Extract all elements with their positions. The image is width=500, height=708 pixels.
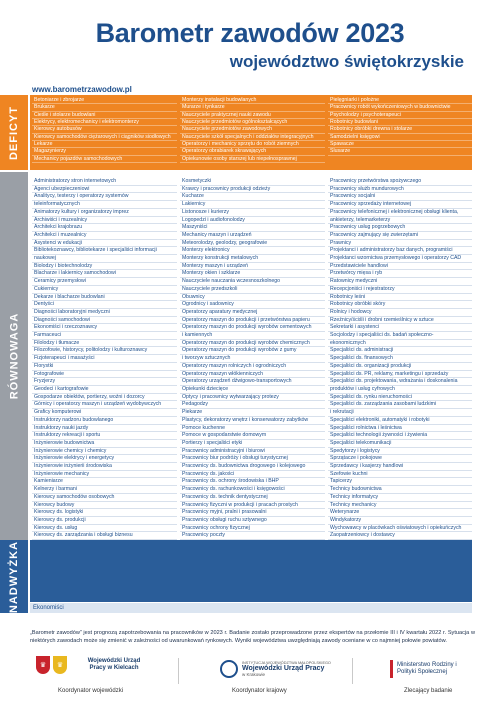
- occupation-item: Analitycy, testerzy i operatorzy systemów: [32, 193, 177, 201]
- crest-icon: ♛: [53, 656, 67, 674]
- occupation-item: Administratorzy stron internetowych: [32, 178, 177, 186]
- occupation-item: Fryzjerzy: [32, 378, 177, 386]
- occupation-item: Murarze i tynkarze: [180, 104, 325, 111]
- deficit-column-3: [328, 97, 472, 156]
- occupation-item: Farmaceuci: [32, 332, 177, 340]
- left-org: Wojewódzki Urząd Pracy w Kielcach: [87, 658, 141, 671]
- occupation-item: Specjaliści ds. administracji: [328, 347, 472, 355]
- center-org-top: INSTYTUCJA WOJEWÓDZTWA MAŁOPOLSKIEGO: [242, 661, 331, 665]
- occupation-item: Florystki: [32, 363, 177, 371]
- occupation-item: Krawcy i pracownicy produkcji odzieży: [180, 186, 325, 194]
- deficit-section: [30, 95, 472, 170]
- occupation-item: Pracownicy usług pogrzebowych: [328, 224, 472, 232]
- center-caption: Koordynator krajowy: [232, 688, 287, 694]
- occupation-item: Monterzy maszyn i urządzeń: [180, 263, 325, 271]
- balance-column-2: [180, 178, 325, 555]
- center-org-city: w Krakowie: [242, 672, 266, 677]
- occupation-item: Pracownicy myjni, pralni i prasowalni: [180, 509, 325, 517]
- occupation-item: Specjaliści ds. organizacji produkcji: [328, 363, 472, 371]
- website-link[interactable]: www.barometrzawodow.pl: [32, 85, 132, 94]
- occupation-item: Pracownicy ochrony fizycznej: [180, 525, 325, 533]
- divider: [352, 658, 353, 684]
- page-title: Barometr zawodów 2023: [95, 18, 405, 48]
- occupation-item: Kierowcy samochodów ciężarowych i ciągników siodłowych: [32, 134, 177, 141]
- occupation-item: Ekonomiści i rzeczoznawcy: [32, 324, 177, 332]
- occupation-item: Ślusarze: [328, 148, 472, 155]
- occupation-item: i rekrutacji: [328, 409, 472, 417]
- occupation-item: Pomoce kuchenne: [180, 425, 325, 433]
- occupation-item: Inżynierowie elektrycy i energetycy: [32, 455, 177, 463]
- occupation-item: Szefowie kuchni: [328, 471, 472, 479]
- occupation-item: Archiwiści i muzealnicy: [32, 217, 177, 225]
- occupation-item: Listonosze i kurierzy: [180, 209, 325, 217]
- occupation-item: i tworzyw sztucznych: [180, 355, 325, 363]
- occupation-item: Prawnicy: [328, 240, 472, 248]
- right-logo: [390, 660, 469, 678]
- occupation-item: Kelnerzy i barmani: [32, 486, 177, 494]
- occupation-item: Tapicerzy: [328, 478, 472, 486]
- occupation-item: Cukiernicy: [32, 286, 177, 294]
- footnote: „Barometr zawodów” jest prognozą zapotrzebowania na pracowników w 2023 r. Badanie zostało przeprowadzone przez ekspertów na przełomie III i IV kwartału 2022 r. Sytuacja w niektórych zawodach może się zmienić w zależności od uwarunkowań rynkowych. Wyniki województwa uwzględniają zawody oceniane w co najmniej połowie powiatów.: [30, 630, 475, 644]
- occupation-item: Specjaliści elektroniki, automatyki i robotyki: [328, 417, 472, 425]
- occupation-item: Kierowcy ds. usług: [32, 525, 177, 533]
- occupation-item: Recepcjoniści i rejestratorzy: [328, 286, 472, 294]
- occupation-item: Cieśle i stolarze budowlani: [32, 112, 177, 119]
- occupation-item: Nauczyciele przedmiotów zawodowych: [180, 126, 325, 133]
- occupation-item: Technicy mechanicy: [328, 502, 472, 510]
- right-caption: Zlecający badanie: [404, 688, 453, 694]
- occupation-item: Inżynierowie budownictwa: [32, 440, 177, 448]
- occupation-item: Specjaliści ds. zarządzania zasobami ludzkimi: [328, 401, 472, 409]
- occupation-item: Pomoce w gospodarstwie domowym: [180, 432, 325, 440]
- occupation-item: Operatorzy i mechanicy sprzętu do robót ziemnych: [180, 141, 325, 148]
- occupation-item: Kierowcy samochodów osobowych: [32, 494, 177, 502]
- occupation-item: ankieterzy, telemarketerzy: [328, 217, 472, 225]
- occupation-item: Fotografowie: [32, 371, 177, 379]
- occupation-item: Betoniarze i zbrojarze: [32, 97, 177, 104]
- center-org: Wojewódzki Urząd Pracy: [242, 665, 325, 672]
- surplus-section: [30, 540, 472, 602]
- occupation-item: Pracownicy biur podróży i obsługi turystycznej: [180, 455, 325, 463]
- occupation-item: Mechanicy pojazdów samochodowych: [32, 156, 177, 163]
- balance-column-3: [328, 178, 472, 540]
- occupation-item: Geodeci i kartografowie: [32, 386, 177, 394]
- surplus-label: NADWYŻKA: [0, 540, 28, 613]
- occupation-item: Nauczyciele szkół specjalnych i oddziałów integracyjnych: [180, 134, 325, 141]
- occupation-item: Kierowcy ds. zarządzania i obsługi biznesu: [32, 532, 177, 540]
- occupation-item: Pracownicy zajmujący się zwierzętami: [328, 232, 472, 240]
- occupation-item: Technicy budownictwa: [328, 486, 472, 494]
- occupation-item: Agenci ubezpieczeniowi: [32, 186, 177, 194]
- occupation-item: Pracownicy obsługi ruchu sztywnego: [180, 517, 325, 525]
- occupation-item: Portierzy i specjaliści etyki: [180, 440, 325, 448]
- occupation-item: Kierowcy ds. produkcji: [32, 517, 177, 525]
- right-org: Ministerstwo Rodziny i Polityki Społecznej: [397, 662, 457, 675]
- occupation-item: Technicy informatycy: [328, 494, 472, 502]
- occupation-item: Fizjoterapeuci i masażyści: [32, 355, 177, 363]
- occupation-item: Architekci krajobrazu: [32, 224, 177, 232]
- surplus-item: Ekonomiści: [30, 603, 472, 613]
- occupation-item: Kosmetyczki: [180, 178, 325, 186]
- occupation-item: Operatorzy maszyn włókienniczych: [180, 371, 325, 379]
- occupation-item: Pracownicy ds. jakości: [180, 471, 325, 479]
- occupation-item: Projektanci i administratorzy baz danych, programiści: [328, 247, 472, 255]
- occupation-item: Inżynierowie mechanicy: [32, 471, 177, 479]
- page-subtitle: województwo świętokrzyskie: [229, 52, 464, 71]
- occupation-item: Pracownicy sprzedaży internetowej: [328, 201, 472, 209]
- occupation-item: Rolnicy i hodowcy: [328, 309, 472, 317]
- occupation-item: Dentyści: [32, 301, 177, 309]
- occupation-item: naukowej: [32, 255, 177, 263]
- occupation-item: Operatorzy maszyn do produkcji i przetwórstwa papieru: [180, 317, 325, 325]
- occupation-item: Pedagodzy: [180, 401, 325, 409]
- occupation-item: teleinformatycznych: [32, 201, 177, 209]
- occupation-item: Sekretarki i asystenci: [328, 324, 472, 332]
- occupation-item: Nauczyciele przedszkoli: [180, 286, 325, 294]
- occupation-item: Rzeźnicy/ściśli i drobni rzemieślnicy w sztuce: [328, 317, 472, 325]
- occupation-item: Graficy komputerowi: [32, 409, 177, 417]
- occupation-item: Projektanci wzornictwa przemysłowego i operatorzy CAD: [328, 255, 472, 263]
- occupation-item: Instruktorzy nadzoru budowlanego: [32, 417, 177, 425]
- occupation-item: Kamieniarze: [32, 478, 177, 486]
- occupation-item: Sprzątacze i pokojowe: [328, 455, 472, 463]
- occupation-item: Robotnicy obróbki drewna i stolarze: [328, 126, 472, 133]
- occupation-item: Robotnicy leśni: [328, 294, 472, 302]
- occupation-item: Pracownicy służb mundurowych: [328, 186, 472, 194]
- occupation-item: Obuwnicy: [180, 294, 325, 302]
- occupation-item: Monterzy instalacji budowlanych: [180, 97, 325, 104]
- occupation-item: Psycholodzy i psychoterapeuci: [328, 112, 472, 119]
- occupation-item: Spawacze: [328, 141, 472, 148]
- occupation-item: Pracownicy ds. budownictwa drogowego i kolejowego: [180, 463, 325, 471]
- occupation-item: Bibliotekoznawcy, bibliotekarze i specjaliści informacji: [32, 247, 177, 255]
- occupation-item: Kierowcy ds. logistyki: [32, 509, 177, 517]
- occupation-item: Sprzedawcy i kasjerzy handlowi: [328, 463, 472, 471]
- occupation-item: Operatorzy urządzeń dźwigowo-transportowych: [180, 378, 325, 386]
- occupation-item: Pracownicy telefonicznej i elektronicznej obsługi klienta,: [328, 209, 472, 217]
- occupation-item: Pracownicy administracyjni i biurowi: [180, 448, 325, 456]
- occupation-item: Operatorzy maszyn do produkcji wyrobów cementowych: [180, 324, 325, 332]
- occupation-item: produktów i usług cyfrowych: [328, 386, 472, 394]
- occupation-item: Spedytorzy i logistycy: [328, 448, 472, 456]
- occupation-item: Zaopatrzeniowcy i dostawcy: [328, 532, 472, 540]
- occupation-item: Operatorzy maszyn rolniczych i ogrodniczych: [180, 363, 325, 371]
- occupation-item: Operatorzy obrabiarek skrawających: [180, 148, 325, 155]
- left-caption: Koordynator wojewódzki: [58, 688, 124, 694]
- occupation-item: Nauczyciele nauczania wczesnoszkolnego: [180, 278, 325, 286]
- occupation-item: Pracownicy socjalni: [328, 193, 472, 201]
- occupation-item: Inżynierowie chemicy i chemicy: [32, 448, 177, 456]
- occupation-item: Lekarze: [32, 141, 177, 148]
- occupation-item: Kierowcy autobusów: [32, 126, 177, 133]
- occupation-item: Kierowcy budowy: [32, 502, 177, 510]
- occupation-item: Specjaliści telekomunikacji: [328, 440, 472, 448]
- occupation-item: Pracownicy robót wykończeniowych w budownictwie: [328, 104, 472, 111]
- occupation-item: Pracownicy fizyczni w produkcji i pracach prostych: [180, 502, 325, 510]
- ministry-flag-icon: [390, 660, 393, 678]
- occupation-item: Specjaliści ds. projektowania, wdrażania i doskonalenia: [328, 378, 472, 386]
- occupation-item: Architekci i muzealnicy: [32, 232, 177, 240]
- occupation-item: Ceramicy przemysłowi: [32, 278, 177, 286]
- occupation-item: Blacharze i lakiernicy samochodowi: [32, 270, 177, 278]
- occupation-item: Diagności samochodowi: [32, 317, 177, 325]
- deficit-column-2: [180, 97, 325, 163]
- occupation-item: Windykatorzy: [328, 517, 472, 525]
- occupation-item: Nauczyciele przedmiotów ogólnokształcących: [180, 119, 325, 126]
- occupation-item: Monterzy okien i szklarze: [180, 270, 325, 278]
- occupation-item: Biolodzy i biotechnolodzy: [32, 263, 177, 271]
- occupation-item: Pracownicy przetwórstwa spożywczego: [328, 178, 472, 186]
- occupation-item: Samodzielni księgowi: [328, 134, 472, 141]
- occupation-item: Specjaliści rolnictwa i leśnictwa: [328, 425, 472, 433]
- occupation-item: Pracownicy ds. ochrony środowiska i BHP: [180, 478, 325, 486]
- occupation-item: Ogrodnicy i sadownicy: [180, 301, 325, 309]
- occupation-item: Ratownicy medyczni: [328, 278, 472, 286]
- balance-column-1: [32, 178, 177, 555]
- occupation-item: Monterzy konstrukcji metalowych: [180, 255, 325, 263]
- occupation-item: Instruktorzy nauki jazdy: [32, 425, 177, 433]
- occupation-item: Przetwórcy mięsa i ryb: [328, 270, 472, 278]
- balance-section: [30, 172, 472, 540]
- occupation-item: Operatorzy maszyn do produkcji wyrobów chemicznych: [180, 340, 325, 348]
- occupation-item: Wychowawcy w placówkach oświatowych i opiekuńczych: [328, 525, 472, 533]
- occupation-item: Magazynierzy: [32, 148, 177, 155]
- occupation-item: Robotnicy budowlani: [328, 119, 472, 126]
- occupation-item: Kucharze: [180, 193, 325, 201]
- occupation-item: Animatorzy kultury i organizatorzy imprez: [32, 209, 177, 217]
- left-logo: [36, 656, 144, 674]
- occupation-item: Pracownicy ds. rachunkowości i księgowości: [180, 486, 325, 494]
- occupation-item: Przedstawiciele handlowi: [328, 263, 472, 271]
- occupation-item: Filolodzy i tłumacze: [32, 340, 177, 348]
- occupation-item: Operatorzy aparatury medycznej: [180, 309, 325, 317]
- occupation-item: Monterzy elektronicy: [180, 247, 325, 255]
- occupation-item: Brukarze: [32, 104, 177, 111]
- wup-logo-icon: [220, 660, 238, 678]
- occupation-item: Logopedzi i audiofonolodzy: [180, 217, 325, 225]
- center-logo: [220, 660, 331, 678]
- occupation-item: i kamiennych: [180, 332, 325, 340]
- occupation-item: Opiekunowie osoby starszej lub niepełnosprawnej: [180, 156, 325, 163]
- occupation-item: Asystenci w edukacji: [32, 240, 177, 248]
- occupation-item: Socjolodzy i specjaliści ds. badań społeczno-: [328, 332, 472, 340]
- occupation-item: Filozofowie, historycy, politolodzy i kulturoznawcy: [32, 347, 177, 355]
- occupation-item: Optycy i pracownicy wytwarzający protezy: [180, 394, 325, 402]
- occupation-item: Robotnicy obróbki skóry: [328, 301, 472, 309]
- occupation-item: Pracownicy ds. technik dentystycznej: [180, 494, 325, 502]
- occupation-item: Specjaliści technologii żywności i żywienia: [328, 432, 472, 440]
- deficit-label: DEFICYT: [0, 95, 28, 170]
- occupation-item: Specjaliści ds. PR, reklamy, marketingu i sprzedaży: [328, 371, 472, 379]
- divider: [178, 658, 179, 684]
- occupation-item: Weterynarze: [328, 509, 472, 517]
- occupation-item: Lakiernicy: [180, 201, 325, 209]
- occupation-item: Maszyniści: [180, 224, 325, 232]
- occupation-item: Inżynierowie inżynierii środowiska: [32, 463, 177, 471]
- occupation-item: Opiekunki dziecięce: [180, 386, 325, 394]
- occupation-item: Gospodarze obiektów, portierzy, woźni i dozorcy: [32, 394, 177, 402]
- occupation-item: Nauczyciele praktycznej nauki zawodu: [180, 112, 325, 119]
- occupation-item: Pracownicy poczty: [180, 532, 325, 540]
- crest-icon: ♛: [36, 656, 50, 674]
- deficit-column-1: [32, 97, 177, 163]
- occupation-item: Mechanicy maszyn i urządzeń: [180, 232, 325, 240]
- occupation-item: Pielęgniarki i położne: [328, 97, 472, 104]
- occupation-item: Meteorolodzy, geolodzy, geografowie: [180, 240, 325, 248]
- occupation-item: Specjaliści ds. finansowych: [328, 355, 472, 363]
- occupation-item: Diagności laboratoryjni medyczni: [32, 309, 177, 317]
- occupation-item: Operatorzy maszyn do produkcji wyrobów z gumy: [180, 347, 325, 355]
- occupation-item: Górnicy i operatorzy maszyn i urządzeń wydobywczych: [32, 401, 177, 409]
- occupation-item: Piekarze: [180, 409, 325, 417]
- occupation-item: Instruktorzy rekreacji i sportu: [32, 432, 177, 440]
- occupation-item: Elektrycy, elektromechanicy i elektromonterzy: [32, 119, 177, 126]
- occupation-item: Dekarze i blacharze budowlani: [32, 294, 177, 302]
- balance-label: RÓWNOWAGA: [0, 172, 28, 540]
- occupation-item: Specjaliści ds. rynku nieruchomości: [328, 394, 472, 402]
- occupation-item: ekonomicznych: [328, 340, 472, 348]
- occupation-item: Plastycy, dekoratorzy wnętrz i konserwatorzy zabytków: [180, 417, 325, 425]
